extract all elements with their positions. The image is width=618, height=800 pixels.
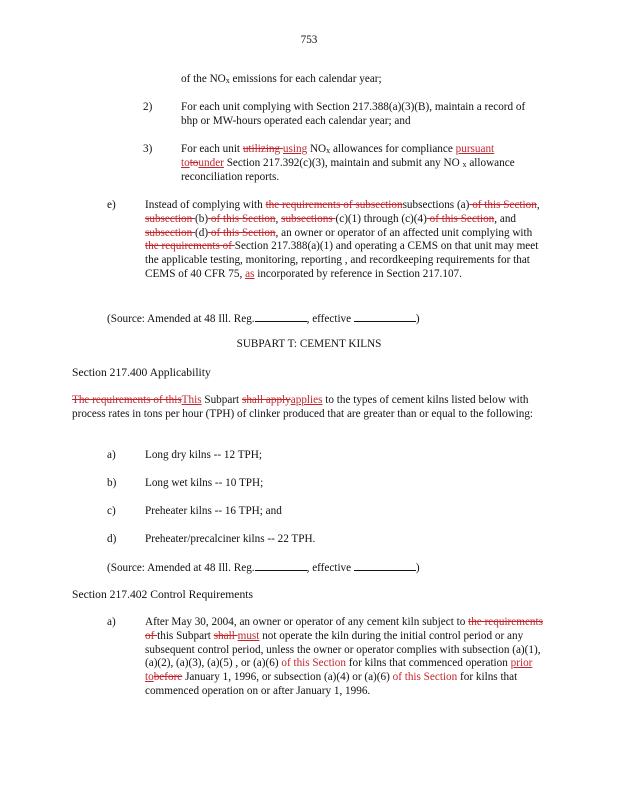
- subpart-title: SUBPART T: CEMENT KILNS: [236, 338, 382, 350]
- section-400-paragraph: The requirements of thisThis Subpart shall applyapplies to the types of cement kilns listed below with process rates in tons per hour (TPH) of clinker produced that are greater than or equal to the following:: [72, 394, 534, 420]
- item-e-text: Instead of complying with the requirements of subsectionsubsections (a) of this Section, subsection (b) of this Section, subsections (c)(1) through (c)(4) of this Section, and subsection (d) of this Section, an owner or operator of an affected unit complying with the requirements of Section 217.388(a)(1) and operating a CEMS on that unit may meet the applicable testing, monitoring, reporting , and recordkeeping requirements for that CEMS of 40 CFR 75, as incorporated by reference in Section 217.107.: [145, 199, 540, 280]
- list-item-2-label: 2): [143, 101, 153, 113]
- kiln-item-d-label: d): [107, 533, 117, 545]
- section-402-heading: Section 217.402 Control Requirements: [72, 588, 253, 601]
- section-400-heading: Section 217.400 Applicability: [72, 366, 211, 379]
- kiln-item-a-text: Long dry kilns -- 12 TPH;: [145, 449, 262, 461]
- list-item-2-text: For each unit complying with Section 217.388(a)(3)(B), maintain a record of bhp or MW-hours operated each calendar year; and: [181, 101, 526, 127]
- page-number: 753: [300, 34, 318, 46]
- kiln-item-d-text: Preheater/precalciner kilns -- 22 TPH.: [145, 533, 316, 545]
- kiln-item-c-label: c): [107, 505, 116, 517]
- kiln-item-b-text: Long wet kilns -- 10 TPH;: [145, 477, 264, 489]
- source-note-1: (Source: Amended at 48 Ill. Reg. , effective ): [107, 313, 420, 325]
- list-item-3-text: For each unit utilizing using $NO_x$ allowances for compliance pursuant totounder Section 217.392(c)(3), maintain and submit any NO $_x$ allowance reconciliation reports.: [181, 143, 515, 183]
- source-note-2: (Source: Amended at 48 Ill. Reg. , effective ): [107, 562, 420, 574]
- list-item-3-label: 3): [143, 143, 153, 155]
- kiln-item-c-text: Preheater kilns -- 16 TPH; and: [145, 505, 282, 517]
- kiln-item-a-label: a): [107, 449, 116, 461]
- item-e-label: e): [107, 199, 116, 211]
- carryover-line: of the $NO_x$ emissions for each calendar year;: [181, 73, 382, 85]
- section-402-item-a-text: After May 30, 2004, an owner or operator of any cement kiln subject to the requirements of this Subpart shall must not operate the kiln during the initial control period or any subsequent control period, unless the owner or operator complies with subsection (a)(1), (a)(2), (a)(3), (a)(5) , or (a)(6) of this Section for kilns that commenced operation prior tobefore January 1, 1996, or subsection (a)(4) or (a)(6) of this Section for kilns that commenced operation on or after January 1, 1996.: [145, 616, 543, 697]
- section-402-item-a-label: a): [107, 616, 116, 628]
- kiln-item-b-label: b): [107, 477, 117, 489]
